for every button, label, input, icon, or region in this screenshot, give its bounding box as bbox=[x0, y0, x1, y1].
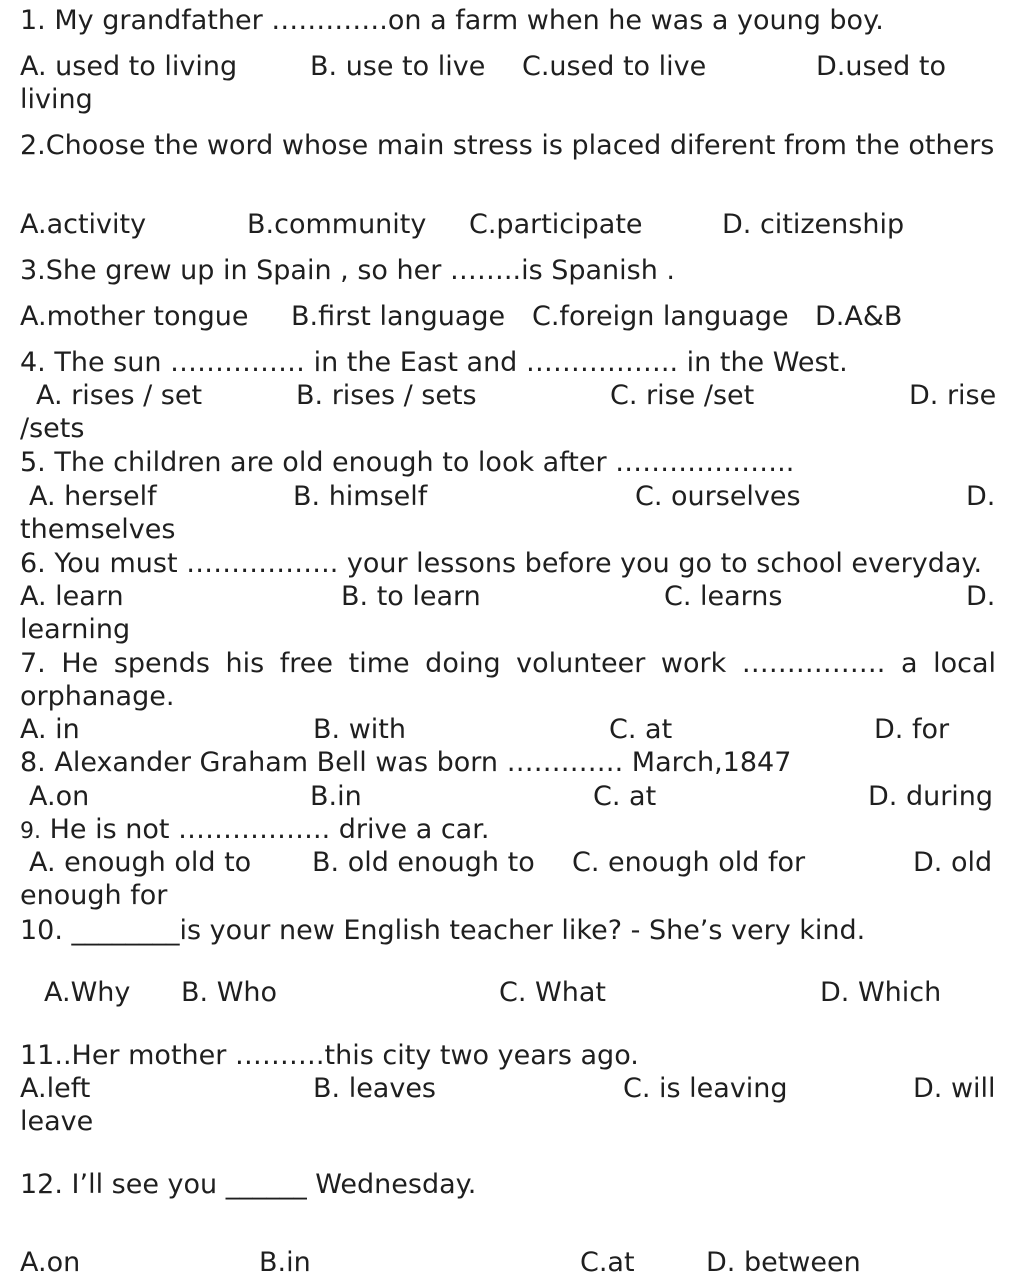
question-3-options bbox=[0, 300, 1024, 333]
question-5-option-c: C. ourselves bbox=[635, 481, 801, 512]
question-7-option-b: B. with bbox=[313, 714, 406, 745]
question-3-stem: 3.She grew up in Spain , so her ……..is Spanish . bbox=[20, 255, 676, 286]
question-1-options bbox=[0, 50, 1024, 83]
question-8-option-d: D. during bbox=[868, 781, 994, 812]
question-6-stem: 6. You must …………….. your lessons before you go to school everyday. bbox=[20, 548, 983, 579]
question-3-option-a: A.mother tongue bbox=[20, 301, 249, 332]
question-7-stem: 7. He spends his free time doing volunteer work ……………. a local orphanage. bbox=[20, 648, 996, 712]
question-6-option-c: C. learns bbox=[664, 581, 783, 612]
question-4-stem: 4. The sun …………… in the East and …………….. in the West. bbox=[20, 347, 848, 378]
question-12-option-d: D. between bbox=[706, 1247, 861, 1278]
question-10-options bbox=[0, 976, 1024, 1009]
question-11-option-b: B. leaves bbox=[313, 1073, 437, 1104]
question-4-option-a: A. rises / set bbox=[36, 380, 203, 411]
question-5-stem: 5. The children are old enough to look after ……………….. bbox=[20, 447, 795, 478]
question-1-option-a: A. used to living bbox=[20, 51, 238, 82]
question-11-stem: 11..Her mother ……….this city two years ago. bbox=[20, 1040, 639, 1071]
question-5-option-b: B. himself bbox=[293, 481, 428, 512]
question-4-options bbox=[0, 379, 1024, 412]
question-9-stem bbox=[20, 813, 489, 848]
question-12-option-c: C.at bbox=[580, 1247, 635, 1278]
question-2-options bbox=[0, 208, 1024, 241]
question-9-option-d-wrap: enough for bbox=[20, 880, 168, 911]
question-8-option-a: A.on bbox=[29, 781, 90, 812]
question-8-options bbox=[0, 780, 1024, 813]
question-10-option-a: A.Why bbox=[44, 977, 131, 1008]
question-4-option-c: C. rise /set bbox=[610, 380, 755, 411]
question-12-option-a: A.on bbox=[20, 1247, 81, 1278]
question-11-option-c: C. is leaving bbox=[623, 1073, 788, 1104]
question-10-option-c: C. What bbox=[499, 977, 606, 1008]
question-10-option-b: B. Who bbox=[181, 977, 278, 1008]
question-5-option-a: A. herself bbox=[29, 481, 157, 512]
question-6-option-b: B. to learn bbox=[341, 581, 481, 612]
question-2-option-d: D. citizenship bbox=[722, 209, 905, 240]
question-7-option-d: D. for bbox=[874, 714, 950, 745]
question-12-options bbox=[0, 1246, 1024, 1279]
question-5-options bbox=[0, 480, 1024, 513]
question-11-options bbox=[0, 1072, 1024, 1105]
question-7-option-a: A. in bbox=[20, 714, 80, 745]
question-6-option-d-wrap: learning bbox=[20, 614, 131, 645]
question-2-option-b: B.community bbox=[247, 209, 427, 240]
question-9-number: 9. bbox=[20, 819, 41, 844]
question-4-option-d-wrap: /sets bbox=[20, 413, 85, 444]
question-7-option-c: C. at bbox=[609, 714, 673, 745]
question-6-options bbox=[0, 580, 1024, 613]
question-5-option-d: D. bbox=[966, 481, 996, 512]
question-11-option-d: D. will bbox=[913, 1073, 996, 1104]
question-9-option-d: D. old bbox=[913, 847, 993, 878]
question-1-option-d: D.used to bbox=[816, 51, 946, 82]
question-9-options bbox=[0, 846, 1024, 879]
question-1-option-b: B. use to live bbox=[310, 51, 486, 82]
question-7-options bbox=[0, 713, 1024, 746]
question-9-option-b: B. old enough to bbox=[312, 847, 535, 878]
question-10-option-d: D. Which bbox=[820, 977, 942, 1008]
question-8-option-b: B.in bbox=[310, 781, 362, 812]
question-9-option-a: A. enough old to bbox=[29, 847, 252, 878]
question-8-stem: 8. Alexander Graham Bell was born …………. March,1847 bbox=[20, 747, 792, 778]
question-12-option-b: B.in bbox=[259, 1247, 311, 1278]
question-5-option-d-wrap: themselves bbox=[20, 514, 176, 545]
question-1-stem: 1. My grandfather ………….on a farm when he was a young boy. bbox=[20, 5, 884, 36]
question-2-option-a: A.activity bbox=[20, 209, 147, 240]
question-8-option-c: C. at bbox=[593, 781, 657, 812]
question-12-stem: 12. I’ll see you ______ Wednesday. bbox=[20, 1169, 477, 1200]
question-2-stem: 2.Choose the word whose main stress is placed diferent from the others bbox=[20, 130, 995, 161]
question-11-option-d-wrap: leave bbox=[20, 1106, 94, 1137]
question-6-option-a: A. learn bbox=[20, 581, 124, 612]
question-10-stem: 10. ________is your new English teacher like? - She’s very kind. bbox=[20, 915, 866, 946]
question-4-option-b: B. rises / sets bbox=[296, 380, 477, 411]
question-9-option-c: C. enough old for bbox=[572, 847, 806, 878]
question-2-option-c: C.participate bbox=[469, 209, 643, 240]
question-1-option-c: C.used to live bbox=[522, 51, 707, 82]
question-3-option-b: B.first language bbox=[291, 301, 506, 332]
question-1-option-d-wrap: living bbox=[20, 84, 93, 115]
question-3-option-c: C.foreign language bbox=[532, 301, 789, 332]
question-6-option-d: D. bbox=[966, 581, 996, 612]
question-9-text: He is not …………….. drive a car. bbox=[41, 814, 490, 845]
question-3-option-d: D.A&B bbox=[815, 301, 903, 332]
question-11-option-a: A.left bbox=[20, 1073, 91, 1104]
question-4-option-d: D. rise bbox=[909, 380, 997, 411]
